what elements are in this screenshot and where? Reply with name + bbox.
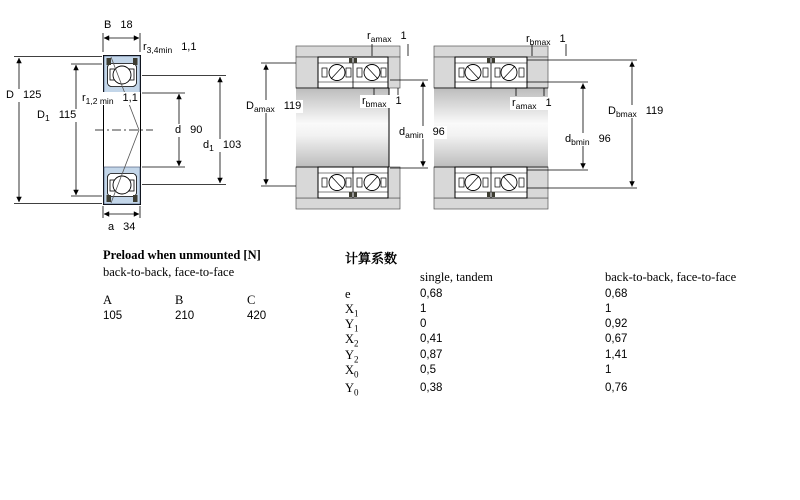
dim-label-damin: $d_{amin}$ 96: [399, 126, 445, 141]
mounting-drawing-b: [434, 46, 548, 209]
factor-row-label: $X_1$: [345, 302, 359, 319]
bearing-pair-top: [318, 57, 388, 88]
factor-row-label: $Y_1$: [345, 317, 359, 334]
factors-title: 计算系数: [345, 251, 398, 266]
factor-row-value-2: 1: [605, 364, 612, 376]
factor-row-label: $Y_2$: [345, 348, 359, 365]
preload-value-B: 210: [175, 310, 195, 322]
factors-col2-header: back-to-back, face-to-face: [605, 270, 737, 284]
preload-title: Preload when unmounted [N]: [103, 248, 261, 262]
dim-label-rbmax-mid: $r_{bmax}$ 1: [362, 95, 402, 110]
dim-label-D1: $D_1$ 115: [37, 109, 77, 124]
factors-col1-header: single, tandem: [420, 270, 493, 284]
bearing-pair-bottom: [318, 167, 388, 198]
preload-value-C: 420: [247, 310, 267, 322]
preload-subtitle: back-to-back, face-to-face: [103, 265, 235, 279]
factor-row-label: $X_0$: [345, 363, 359, 380]
dim-label-ramax-top: $r_{amax}$ 1: [367, 30, 407, 45]
factor-row-value-2: 0,92: [605, 318, 628, 330]
dim-label-d: d 90: [175, 124, 203, 136]
dim-label-Dbmax: $D_{bmax}$ 119: [608, 105, 664, 120]
factor-row-value-1: 0,41: [420, 333, 443, 345]
mounting-drawing-a: [296, 46, 400, 209]
dim-label-Damax: $D_{amax}$ 119: [246, 100, 302, 115]
bearing-pair-top: [455, 57, 527, 88]
dim-label-D: D 125: [6, 89, 42, 101]
dim-label-a: a 34: [108, 221, 136, 233]
factor-row-label: $Y_0$: [345, 381, 359, 398]
factor-row-value-1: 0,5: [420, 364, 436, 376]
dim-label-r34min: $r_{3,4min}$ 1,1: [143, 41, 197, 56]
factor-row-label: $X_2$: [345, 332, 359, 349]
factor-row-value-1: 0,38: [420, 382, 443, 394]
factor-row-value-2: 0,76: [605, 382, 628, 394]
preload-header-B: B: [175, 293, 184, 307]
dim-label-rbmax-top: $r_{bmax}$ 1: [526, 33, 566, 48]
preload-header-A: A: [103, 293, 113, 307]
single-bearing-section: [95, 56, 153, 205]
dim-label-ramax-mid: $r_{amax}$ 1: [512, 97, 552, 112]
dim-label-r12min: $r_{1,2 min}$ 1,1: [82, 92, 138, 107]
dim-label-B: B 18: [104, 19, 133, 31]
factor-row-value-1: 0,87: [420, 349, 443, 361]
factor-row-value-2: 1: [605, 303, 612, 315]
factor-row-value-2: 0,67: [605, 333, 628, 345]
bearing-pair-bottom: [455, 167, 527, 198]
factor-row-value-1: 1: [420, 303, 427, 315]
factor-row-value-2: 1,41: [605, 349, 628, 361]
factor-row-value-1: 0: [420, 318, 427, 330]
preload-value-A: 105: [103, 310, 123, 322]
preload-header-C: C: [247, 293, 256, 307]
dim-label-d1: $d_1$ 103: [203, 139, 242, 154]
dim-label-dbmin: $d_{bmin}$ 96: [565, 133, 611, 148]
factor-row-value-1: 0,68: [420, 288, 443, 300]
factor-row-value-2: 0,68: [605, 288, 628, 300]
factor-row-label: e: [345, 287, 351, 301]
